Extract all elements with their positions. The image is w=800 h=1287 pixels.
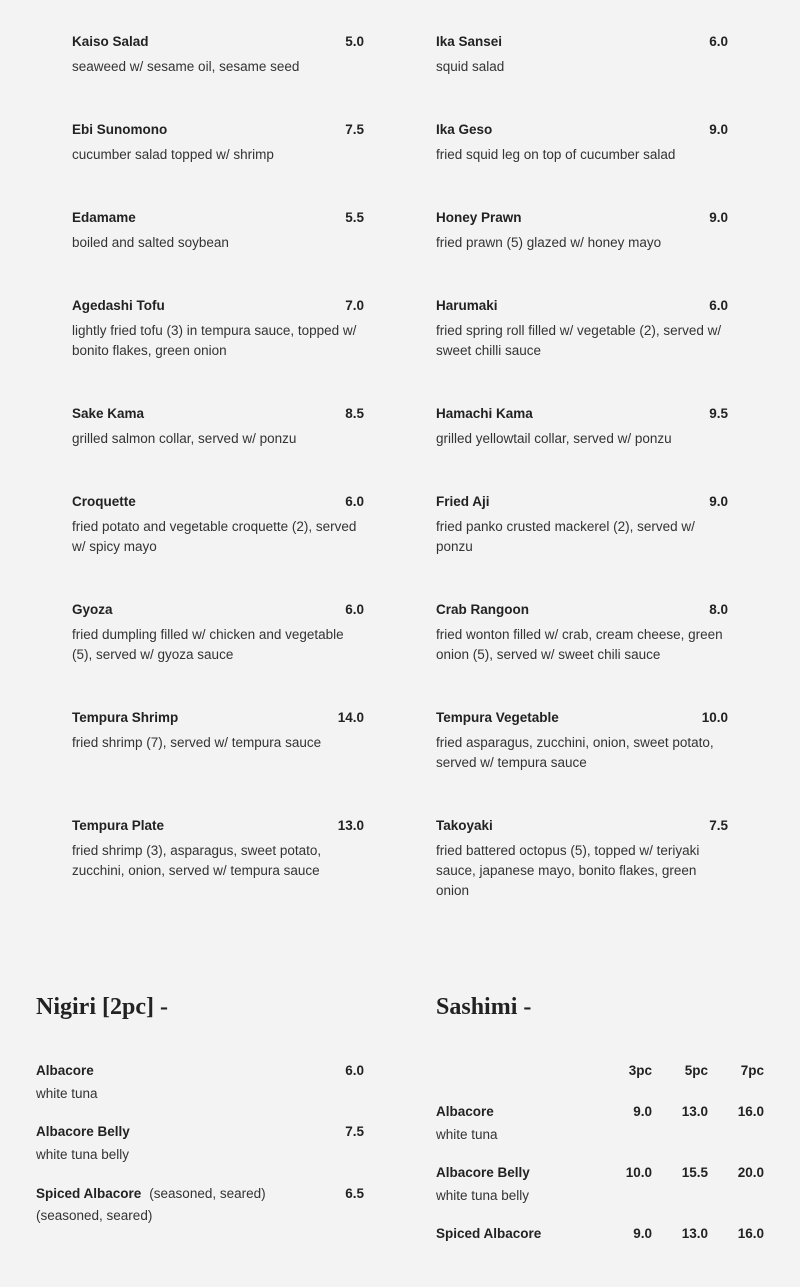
menu-item xyxy=(436,1165,764,1226)
item-price: 6.5 xyxy=(345,1186,364,1201)
item-name: Ika Sansei xyxy=(436,34,503,49)
item-description: fried wonton filled w/ crab, cream cheese, green onion (5), served w/ sweet chili sauce xyxy=(436,627,723,662)
item-name: Ebi Sunomono xyxy=(72,122,168,137)
item-price: 15.5 xyxy=(681,1165,708,1180)
item-description: fried prawn (5) glazed w/ honey mayo xyxy=(436,235,662,250)
item-name: Sake Kama xyxy=(72,406,145,421)
item-price: 14.0 xyxy=(337,710,364,725)
item-description: fried battered octopus (5), topped w/ teriyaki sauce, japanese mayo, bonito flakes, green onion xyxy=(436,843,700,898)
item-description: white tuna belly xyxy=(436,1188,530,1203)
item-price: 9.0 xyxy=(709,494,728,509)
item-name: Spiced Albacore xyxy=(436,1226,542,1241)
item-price: 9.5 xyxy=(709,406,728,421)
item-price: 6.0 xyxy=(345,602,364,617)
item-price: 13.0 xyxy=(681,1226,708,1241)
item-price: 9.0 xyxy=(709,122,728,137)
item-name: Albacore xyxy=(36,1063,94,1078)
item-price: 9.0 xyxy=(633,1226,652,1241)
item-name: Gyoza xyxy=(72,602,113,617)
item-description: white tuna xyxy=(36,1086,98,1101)
item-name: Ika Geso xyxy=(436,122,493,137)
item-name: Crab Rangoon xyxy=(436,602,529,617)
item-name: Tempura Shrimp xyxy=(72,710,179,725)
menu-item xyxy=(72,602,364,710)
item-description: squid salad xyxy=(436,59,505,74)
menu-item xyxy=(72,494,364,602)
item-description: white tuna xyxy=(436,1127,498,1142)
menu-item xyxy=(36,1124,364,1185)
item-price: 10.0 xyxy=(625,1165,652,1180)
menu-item xyxy=(72,710,364,818)
item-price: 5.0 xyxy=(345,34,364,49)
menu-item xyxy=(436,602,728,710)
item-description: fried squid leg on top of cucumber salad xyxy=(436,147,676,162)
menu-item xyxy=(436,1104,764,1165)
menu-item xyxy=(436,406,728,494)
item-price: 7.5 xyxy=(345,1124,364,1139)
item-description: cucumber salad topped w/ shrimp xyxy=(72,147,274,162)
item-price: 5.5 xyxy=(345,210,364,225)
item-price: 6.0 xyxy=(345,494,364,509)
item-price: 16.0 xyxy=(737,1226,764,1241)
item-price: 16.0 xyxy=(737,1104,764,1119)
menu-item xyxy=(436,1226,764,1287)
item-description: fried dumpling filled w/ chicken and vegetable (5), served w/ gyoza sauce xyxy=(72,627,344,662)
menu-item xyxy=(436,122,728,210)
sashimi-column-headers xyxy=(436,1063,764,1104)
menu-item xyxy=(36,1185,364,1246)
item-price: 13.0 xyxy=(337,818,364,833)
item-description: fried asparagus, zucchini, onion, sweet potato, served w/ tempura sauce xyxy=(436,735,714,770)
item-description: fried shrimp (3), asparagus, sweet potato, zucchini, onion, served w/ tempura sauce xyxy=(72,843,322,878)
menu-item xyxy=(436,298,728,406)
item-name: Takoyaki xyxy=(436,818,493,833)
item-price: 7.5 xyxy=(345,122,364,137)
item-description: white tuna belly xyxy=(36,1147,130,1162)
item-name: Tempura Plate xyxy=(72,818,165,833)
item-description: fried panko crusted mackerel (2), served w/ ponzu xyxy=(436,519,695,554)
item-price: 6.0 xyxy=(345,1063,364,1078)
item-name: Agedashi Tofu xyxy=(72,298,165,313)
item-description: grilled salmon collar, served w/ ponzu xyxy=(72,431,297,446)
item-price: 20.0 xyxy=(737,1165,764,1180)
item-description: fried spring roll filled w/ vegetable (2), served w/ sweet chilli sauce xyxy=(436,323,722,358)
nigiri-title: Nigiri [2pc] - xyxy=(36,994,168,1020)
nigiri-list xyxy=(36,1063,364,1246)
item-price: 7.5 xyxy=(709,818,728,833)
menu-item xyxy=(436,494,728,602)
item-name: Harumaki xyxy=(436,298,498,313)
item-name: Albacore xyxy=(436,1104,494,1119)
item-description: (seasoned, seared) xyxy=(36,1208,153,1223)
item-price: 8.0 xyxy=(709,602,728,617)
menu-item xyxy=(436,210,728,298)
menu-item xyxy=(436,710,728,818)
item-name: Albacore Belly xyxy=(36,1124,130,1139)
item-description: lightly fried tofu (3) in tempura sauce, topped w/ bonito flakes, green onion xyxy=(72,323,357,358)
menu-item xyxy=(72,34,364,122)
item-description: seaweed w/ sesame oil, sesame seed xyxy=(72,59,300,74)
column-header: 3pc xyxy=(628,1063,652,1078)
item-description: boiled and salted soybean xyxy=(72,235,229,250)
item-description: fried shrimp (7), served w/ tempura sauce xyxy=(72,735,322,750)
menu-item xyxy=(436,34,728,122)
sashimi-title: Sashimi - xyxy=(436,994,532,1020)
item-name: Honey Prawn xyxy=(436,210,522,225)
item-price: 7.0 xyxy=(345,298,364,313)
menu-item xyxy=(72,298,364,406)
menu-item xyxy=(72,122,364,210)
menu-item xyxy=(72,210,364,298)
sashimi-table xyxy=(436,1063,764,1287)
menu-item xyxy=(72,818,364,906)
menu-item xyxy=(72,406,364,494)
item-name: Albacore Belly xyxy=(436,1165,530,1180)
item-name: Fried Aji xyxy=(436,494,490,509)
item-name: Tempura Vegetable xyxy=(436,710,559,725)
item-price: 10.0 xyxy=(701,710,728,725)
item-name: Edamame xyxy=(72,210,136,225)
item-price: 6.0 xyxy=(709,298,728,313)
item-name: Hamachi Kama xyxy=(436,406,533,421)
item-price: 13.0 xyxy=(681,1104,708,1119)
item-price: 9.0 xyxy=(633,1104,652,1119)
item-name: Croquette xyxy=(72,494,136,509)
item-note: (seasoned, seared) xyxy=(149,1186,266,1201)
column-header: 5pc xyxy=(684,1063,708,1078)
item-price: 6.0 xyxy=(709,34,728,49)
menu-item xyxy=(436,818,728,906)
appetizer-grid xyxy=(72,34,728,906)
menu-item xyxy=(36,1063,364,1124)
item-price: 9.0 xyxy=(709,210,728,225)
item-name: Spiced Albacore xyxy=(36,1186,142,1201)
item-description: grilled yellowtail collar, served w/ ponzu xyxy=(436,431,672,446)
item-name: Kaiso Salad xyxy=(72,34,149,49)
item-description: fried potato and vegetable croquette (2), served w/ spicy mayo xyxy=(72,519,357,554)
item-price: 8.5 xyxy=(345,406,364,421)
column-header: 7pc xyxy=(740,1063,764,1078)
